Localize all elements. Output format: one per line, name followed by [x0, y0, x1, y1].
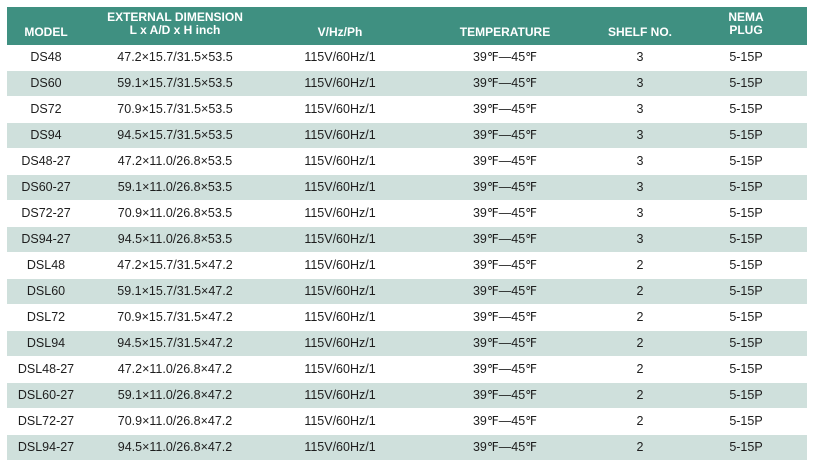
power-cell: 115V/60Hz/1	[304, 310, 376, 324]
power-cell: 115V/60Hz/1	[304, 284, 376, 298]
power-cell: 115V/60Hz/1	[304, 206, 376, 220]
temperature-cell: 39℉—45℉	[472, 128, 538, 142]
table-row	[7, 409, 807, 435]
dimension-cell: 70.9×15.7/31.5×53.5	[117, 102, 233, 116]
model-cell: DSL60	[26, 284, 66, 298]
temperature-cell: 39℉—45℉	[472, 362, 538, 376]
table-row	[7, 253, 807, 279]
shelf-cell: 3	[636, 180, 644, 194]
plug-cell: 5-15P	[729, 440, 763, 454]
dimension-cell: 70.9×11.0/26.8×47.2	[117, 414, 233, 428]
dimension-cell: 59.1×15.7/31.5×53.5	[117, 76, 233, 90]
power-cell: 115V/60Hz/1	[304, 336, 376, 350]
plug-cell: 5-15P	[729, 336, 763, 350]
shelf-cell: 3	[636, 50, 644, 64]
shelf-cell: 3	[636, 128, 644, 142]
model-cell: DS60-27	[21, 180, 71, 194]
plug-cell: 5-15P	[729, 258, 763, 272]
dimension-cell: 59.1×11.0/26.8×53.5	[117, 180, 233, 194]
plug-cell: 5-15P	[729, 128, 763, 142]
dimension-cell: 59.1×15.7/31.5×47.2	[117, 284, 233, 298]
shelf-cell: 3	[636, 206, 644, 220]
dimension-cell: 94.5×15.7/31.5×47.2	[117, 336, 233, 350]
dimension-cell: 94.5×11.0/26.8×47.2	[117, 440, 233, 454]
plug-cell: 5-15P	[729, 102, 763, 116]
power-cell: 115V/60Hz/1	[304, 76, 376, 90]
header-temperature: TEMPERATURE	[459, 25, 551, 39]
temperature-cell: 39℉—45℉	[472, 180, 538, 194]
plug-cell: 5-15P	[729, 388, 763, 402]
table-row	[7, 71, 807, 97]
temperature-cell: 39℉—45℉	[472, 414, 538, 428]
table-row	[7, 123, 807, 149]
temperature-cell: 39℉—45℉	[472, 388, 538, 402]
dimension-cell: 70.9×15.7/31.5×47.2	[117, 310, 233, 324]
dimension-cell: 70.9×11.0/26.8×53.5	[117, 206, 233, 220]
shelf-cell: 2	[636, 414, 644, 428]
dimension-cell: 47.2×11.0/26.8×53.5	[117, 154, 233, 168]
table-body	[7, 45, 807, 461]
temperature-cell: 39℉—45℉	[472, 440, 538, 454]
power-cell: 115V/60Hz/1	[304, 154, 376, 168]
plug-cell: 5-15P	[729, 310, 763, 324]
shelf-cell: 2	[636, 284, 644, 298]
model-cell: DS72	[30, 102, 62, 116]
plug-cell: 5-15P	[729, 232, 763, 246]
table-row	[7, 45, 807, 71]
shelf-cell: 2	[636, 440, 644, 454]
model-cell: DS48	[30, 50, 62, 64]
plug-cell: 5-15P	[729, 76, 763, 90]
shelf-cell: 2	[636, 362, 644, 376]
model-cell: DSL72	[26, 310, 66, 324]
shelf-cell: 2	[636, 336, 644, 350]
table-row	[7, 97, 807, 123]
header-dimension-line1: EXTERNAL DIMENSION	[107, 10, 243, 24]
shelf-cell: 3	[636, 76, 644, 90]
temperature-cell: 39℉—45℉	[472, 310, 538, 324]
plug-cell: 5-15P	[729, 180, 763, 194]
shelf-cell: 2	[636, 388, 644, 402]
dimension-cell: 94.5×11.0/26.8×53.5	[117, 232, 233, 246]
table-header	[7, 7, 807, 45]
header-dimension	[85, 11, 265, 37]
power-cell: 115V/60Hz/1	[304, 258, 376, 272]
power-cell: 115V/60Hz/1	[304, 50, 376, 64]
model-cell: DSL60-27	[17, 388, 75, 402]
power-cell: 115V/60Hz/1	[304, 180, 376, 194]
table-row	[7, 383, 807, 409]
table-row	[7, 227, 807, 253]
header-nema-line2: PLUG	[729, 23, 763, 37]
temperature-cell: 39℉—45℉	[472, 258, 538, 272]
header-shelf: SHELF NO.	[607, 25, 672, 39]
power-cell: 115V/60Hz/1	[304, 102, 376, 116]
dimension-cell: 47.2×15.7/31.5×47.2	[117, 258, 233, 272]
dimension-cell: 47.2×15.7/31.5×53.5	[117, 50, 233, 64]
shelf-cell: 3	[636, 102, 644, 116]
temperature-cell: 39℉—45℉	[472, 284, 538, 298]
model-cell: DSL48-27	[17, 362, 75, 376]
table-row	[7, 305, 807, 331]
temperature-cell: 39℉—45℉	[472, 232, 538, 246]
plug-cell: 5-15P	[729, 154, 763, 168]
power-cell: 115V/60Hz/1	[304, 232, 376, 246]
model-cell: DSL94-27	[17, 440, 75, 454]
dimension-cell: 94.5×15.7/31.5×53.5	[117, 128, 233, 142]
shelf-cell: 3	[636, 232, 644, 246]
model-cell: DS72-27	[21, 206, 71, 220]
dimension-cell: 47.2×11.0/26.8×47.2	[117, 362, 233, 376]
table-row	[7, 331, 807, 357]
dimension-cell: 59.1×11.0/26.8×47.2	[117, 388, 233, 402]
header-nema-line1: NEMA	[728, 10, 764, 24]
model-cell: DS60	[30, 76, 62, 90]
header-dimension-line2: L x A/D x H inch	[129, 23, 221, 37]
model-cell: DSL94	[26, 336, 66, 350]
table-row	[7, 435, 807, 461]
model-cell: DS94	[30, 128, 62, 142]
plug-cell: 5-15P	[729, 284, 763, 298]
table-row	[7, 357, 807, 383]
plug-cell: 5-15P	[729, 206, 763, 220]
power-cell: 115V/60Hz/1	[304, 362, 376, 376]
plug-cell: 5-15P	[729, 414, 763, 428]
shelf-cell: 3	[636, 154, 644, 168]
model-cell: DSL48	[26, 258, 66, 272]
plug-cell: 5-15P	[729, 50, 763, 64]
spec-table	[7, 7, 807, 461]
table-row	[7, 149, 807, 175]
temperature-cell: 39℉—45℉	[472, 50, 538, 64]
temperature-cell: 39℉—45℉	[472, 102, 538, 116]
header-nema	[685, 11, 807, 37]
table-row	[7, 279, 807, 305]
power-cell: 115V/60Hz/1	[304, 440, 376, 454]
power-cell: 115V/60Hz/1	[304, 128, 376, 142]
model-cell: DS94-27	[21, 232, 71, 246]
table-row	[7, 201, 807, 227]
temperature-cell: 39℉—45℉	[472, 206, 538, 220]
header-power: V/Hz/Ph	[317, 25, 363, 39]
power-cell: 115V/60Hz/1	[304, 414, 376, 428]
temperature-cell: 39℉—45℉	[472, 154, 538, 168]
temperature-cell: 39℉—45℉	[472, 336, 538, 350]
plug-cell: 5-15P	[729, 362, 763, 376]
temperature-cell: 39℉—45℉	[472, 76, 538, 90]
shelf-cell: 2	[636, 258, 644, 272]
power-cell: 115V/60Hz/1	[304, 388, 376, 402]
header-model: MODEL	[24, 25, 68, 39]
model-cell: DS48-27	[21, 154, 71, 168]
shelf-cell: 2	[636, 310, 644, 324]
table-row	[7, 175, 807, 201]
model-cell: DSL72-27	[17, 414, 75, 428]
